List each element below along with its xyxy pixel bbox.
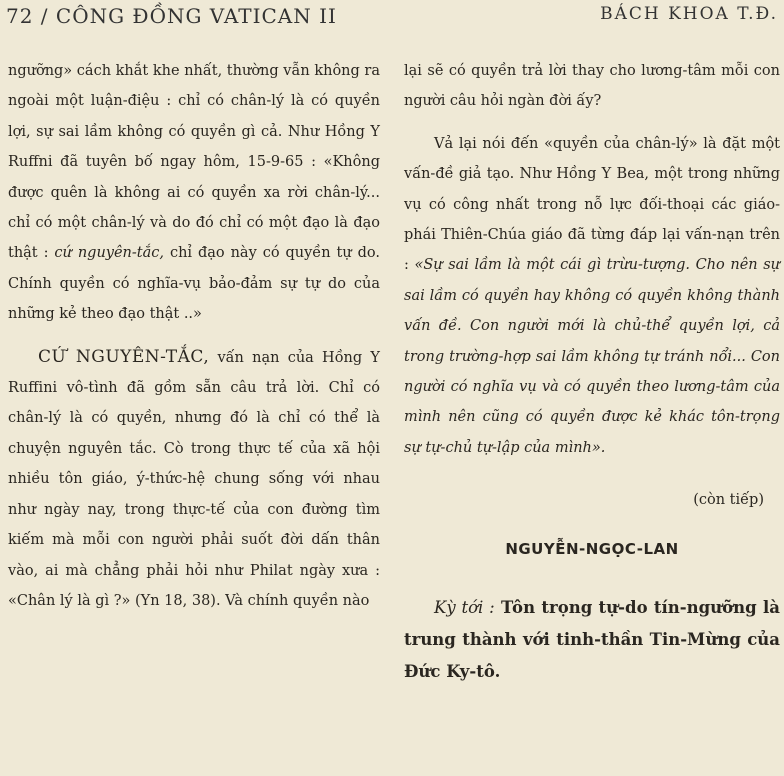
left-p1-text: ngưỡng» cách khắt khe nhất, thường vẫn không ra ngoài một luận-điệu : chỉ có chân-lý là có quyền lợi, sự sai lầm không có quyền gì cả. Như Hồng Y Ruffni đã tuyên bố ngay hôm, 15-9-65 : «Không được quên là không ai có quyền xa rời chân-lý... chỉ có một chân-lý và do đó chỉ có một đạo là đạo thật : [8, 63, 380, 262]
next-issue-label: Kỳ tới : [434, 597, 495, 617]
right-p2-quote: «Sự sai lầm là một cái gì trừu-tượng. Cho nên sự sai lầm có quyền hay không có quyền không thành vấn đề. Con người mới là chủ-thể quyền lợi, cả trong trường-hợp sai lầm không tự tránh nổi... Con người có nghĩa vụ và có quyền theo lương-tâm của mình nên cũng có quyền được kẻ khác tôn-trọng sự tự-chủ tự-lập của mình». [404, 257, 780, 456]
left-p1-italic: cứ nguyên-tắc, [54, 245, 164, 262]
left-paragraph-2 [8, 342, 380, 617]
header-left: 72 / CÔNG ĐỒNG VATICAN II [6, 4, 337, 28]
right-paragraph-2 [404, 129, 780, 463]
left-p2-text: vấn nạn của Hồng Y Ruffini vô-tình đã gồm sẵn câu trả lời. Chỉ có chân-lý là có quyền, nhưng đó là chỉ có thể là chuyện nguyên tắc. Cò trong thực tế của xã hội nhiều tôn giáo, ý-thức-hệ chung sống với nhau như ngày nay, trong thực-tế của con đường tìm kiếm mà mỗi con người phải suốt đời dấn thân vào, ai mà chẳng phải hỏi như Philat ngày xưa : «Chân lý là gì ?» (Yn 18, 38). Và chính quyền nào [8, 349, 380, 609]
left-p2-caps: CỨ NGUYÊN-TẮC, [38, 346, 210, 367]
header-right: BÁCH KHOA T.Đ. [600, 4, 778, 24]
right-paragraph-1: lại sẽ có quyền trả lời thay cho lương-tâm mỗi con người câu hỏi ngàn đời ấy? [404, 63, 780, 110]
to-be-continued: (còn tiếp) [693, 492, 764, 509]
right-column [404, 56, 780, 688]
left-p1-end: chỉ đạo này có quyền tự do. Chính quyền có nghĩa-vụ bảo-đảm sự tự do của những kẻ theo đạo thật ..» [8, 245, 380, 323]
author-name: NGUYỄN-NGỌC-LAN [505, 539, 679, 558]
left-column [8, 56, 380, 616]
left-paragraph-1 [8, 56, 380, 330]
right-p2-text: Vả lại nói đến «quyền của chân-lý» là đặt một vấn-đề giả tạo. Như Hồng Y Bea, một trong những vụ có công nhất trong nỗ lực đối-thoại các giáo-phái Thiên-Chúa giáo đã từng đáp lại vấn-nạn trên : [404, 135, 780, 274]
next-issue-text: Tôn trọng tự-do tín-ngưỡng là trung thành với tinh-thần Tin-Mừng của Đức Ky-tô. [404, 597, 780, 681]
next-issue-note [404, 592, 780, 688]
